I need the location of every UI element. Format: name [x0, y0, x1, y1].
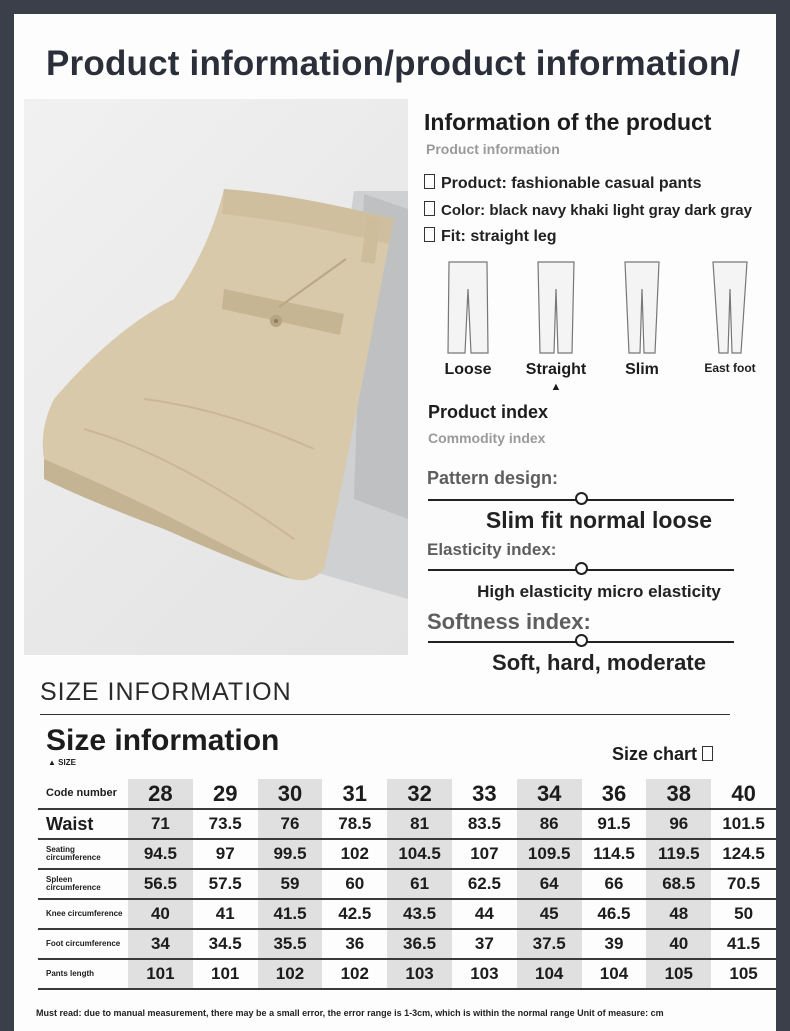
feature-color: Color: black navy khaki light gray dark gray — [424, 201, 752, 219]
size-cell: 40 — [128, 899, 193, 929]
size-cell: 101 — [193, 959, 258, 989]
slider-label-pattern: Pattern design: — [427, 468, 559, 488]
fit-straight: Straight ▲ — [516, 259, 596, 379]
size-cell: 107 — [452, 839, 517, 869]
size-cell: 76 — [258, 809, 323, 839]
feature-product: Product: fashionable casual pants — [424, 174, 702, 193]
size-cell: 104 — [582, 959, 647, 989]
index-title: Product index — [428, 402, 549, 422]
size-cell: 62.5 — [452, 869, 517, 899]
size-table — [38, 779, 776, 990]
feature-fit: Fit: straight leg — [424, 227, 557, 246]
size-row-spleen — [38, 869, 776, 899]
size-cell: 40 — [711, 779, 776, 809]
size-cell: 57.5 — [193, 869, 258, 899]
size-cell: 28 — [128, 779, 193, 809]
size-cell: 33 — [452, 779, 517, 809]
slim-pants-icon — [620, 259, 664, 355]
slider-knob — [575, 562, 588, 575]
slider-track-pattern — [428, 499, 734, 501]
size-cell: 59 — [258, 869, 323, 899]
slider-track-elasticity — [428, 569, 734, 571]
size-cell: 38 — [646, 779, 711, 809]
row-label: Code number — [38, 779, 128, 809]
fit-types — [424, 259, 774, 393]
size-cell: 71 — [128, 809, 193, 839]
row-label: Pants length — [38, 959, 128, 989]
slider-knob — [575, 634, 588, 647]
size-cell: 45 — [517, 899, 582, 929]
product-photo — [24, 99, 408, 655]
size-cell: 103 — [387, 959, 452, 989]
size-cell: 102 — [258, 959, 323, 989]
row-label: Foot circumference — [38, 929, 128, 959]
size-cell: 104.5 — [387, 839, 452, 869]
divider — [40, 714, 730, 715]
size-row-waist — [38, 809, 776, 839]
info-title: Information of the product — [424, 109, 712, 135]
size-cell: 32 — [387, 779, 452, 809]
size-cell: 61 — [387, 869, 452, 899]
size-cell: 86 — [517, 809, 582, 839]
slider-values-pattern: Slim fit normal loose — [485, 507, 713, 533]
size-cell: 119.5 — [646, 839, 711, 869]
size-cell: 34 — [128, 929, 193, 959]
size-heading: SIZE INFORMATION — [40, 678, 292, 706]
size-cell: 42.5 — [322, 899, 387, 929]
slider-values-softness: Soft, hard, moderate — [492, 650, 706, 675]
product-sheet — [14, 14, 776, 1031]
size-cell: 109.5 — [517, 839, 582, 869]
size-cell: 41.5 — [711, 929, 776, 959]
loose-pants-icon — [446, 259, 490, 355]
size-cell: 30 — [258, 779, 323, 809]
size-cell: 37 — [452, 929, 517, 959]
size-chart-label: Size chart — [612, 744, 713, 765]
row-label: Waist — [38, 809, 128, 839]
size-cell: 44 — [452, 899, 517, 929]
size-cell: 78.5 — [322, 809, 387, 839]
slider-values-elasticity: High elasticity micro elasticity — [477, 582, 721, 601]
size-cell: 40 — [646, 929, 711, 959]
tapered-pants-icon — [708, 259, 752, 355]
size-cell: 70.5 — [711, 869, 776, 899]
size-cell: 101.5 — [711, 809, 776, 839]
size-cell: 99.5 — [258, 839, 323, 869]
fit-loose: Loose — [428, 259, 508, 379]
slider-label-softness: Softness index: — [427, 609, 591, 634]
folded-pants-image — [24, 99, 408, 655]
size-cell: 81 — [387, 809, 452, 839]
index-subtitle: Commodity index — [428, 430, 546, 446]
fit-slim: Slim — [602, 259, 682, 379]
straight-pants-icon — [534, 259, 578, 355]
size-row-foot — [38, 929, 776, 959]
size-cell: 36 — [582, 779, 647, 809]
size-cell: 91.5 — [582, 809, 647, 839]
slider-knob — [575, 492, 588, 505]
size-cell: 34 — [517, 779, 582, 809]
size-cell: 101 — [128, 959, 193, 989]
page-title: Product information/product information/ — [46, 44, 741, 83]
size-cell: 60 — [322, 869, 387, 899]
size-cell: 41.5 — [258, 899, 323, 929]
size-row-length — [38, 959, 776, 989]
size-cell: 56.5 — [128, 869, 193, 899]
size-cell: 103 — [452, 959, 517, 989]
size-row-seating — [38, 839, 776, 869]
size-cell: 48 — [646, 899, 711, 929]
size-cell: 104 — [517, 959, 582, 989]
checkbox-icon — [424, 227, 435, 242]
size-cell: 29 — [193, 779, 258, 809]
size-cell: 105 — [646, 959, 711, 989]
checkbox-icon — [702, 746, 713, 761]
selected-marker-icon: ▲ — [550, 381, 562, 393]
size-cell: 83.5 — [452, 809, 517, 839]
size-cell: 39 — [582, 929, 647, 959]
size-cell: 64 — [517, 869, 582, 899]
row-label: Spleen circumference — [38, 869, 128, 899]
size-cell: 36.5 — [387, 929, 452, 959]
size-row-code — [38, 779, 776, 809]
size-cell: 50 — [711, 899, 776, 929]
slider-track-softness — [428, 641, 734, 643]
size-cell: 68.5 — [646, 869, 711, 899]
product-info-panel — [424, 99, 774, 675]
size-cell: 43.5 — [387, 899, 452, 929]
info-subtitle: Product information — [426, 141, 560, 157]
size-title: Size information — [46, 724, 280, 757]
size-cell: 35.5 — [258, 929, 323, 959]
row-label: Seating circumference — [38, 839, 128, 869]
fit-east-foot: East foot — [690, 259, 770, 375]
size-marker: ▲ SIZE — [48, 758, 76, 767]
size-cell: 102 — [322, 959, 387, 989]
row-label: Knee circumference — [38, 899, 128, 929]
measurement-note: Must read: due to manual measurement, there may be a small error, the error range is 1-3cm, which is within the normal range Unit of measure: cm — [36, 1008, 664, 1018]
size-cell: 73.5 — [193, 809, 258, 839]
checkbox-icon — [424, 174, 435, 189]
size-cell: 96 — [646, 809, 711, 839]
size-cell: 31 — [322, 779, 387, 809]
checkbox-icon — [424, 201, 435, 216]
size-cell: 102 — [322, 839, 387, 869]
size-cell: 46.5 — [582, 899, 647, 929]
size-cell: 124.5 — [711, 839, 776, 869]
size-cell: 97 — [193, 839, 258, 869]
slider-label-elasticity: Elasticity index: — [427, 540, 557, 559]
size-cell: 94.5 — [128, 839, 193, 869]
size-cell: 36 — [322, 929, 387, 959]
size-cell: 34.5 — [193, 929, 258, 959]
size-cell: 105 — [711, 959, 776, 989]
size-cell: 41 — [193, 899, 258, 929]
size-cell: 114.5 — [582, 839, 647, 869]
size-row-knee — [38, 899, 776, 929]
size-cell: 66 — [582, 869, 647, 899]
size-cell: 37.5 — [517, 929, 582, 959]
